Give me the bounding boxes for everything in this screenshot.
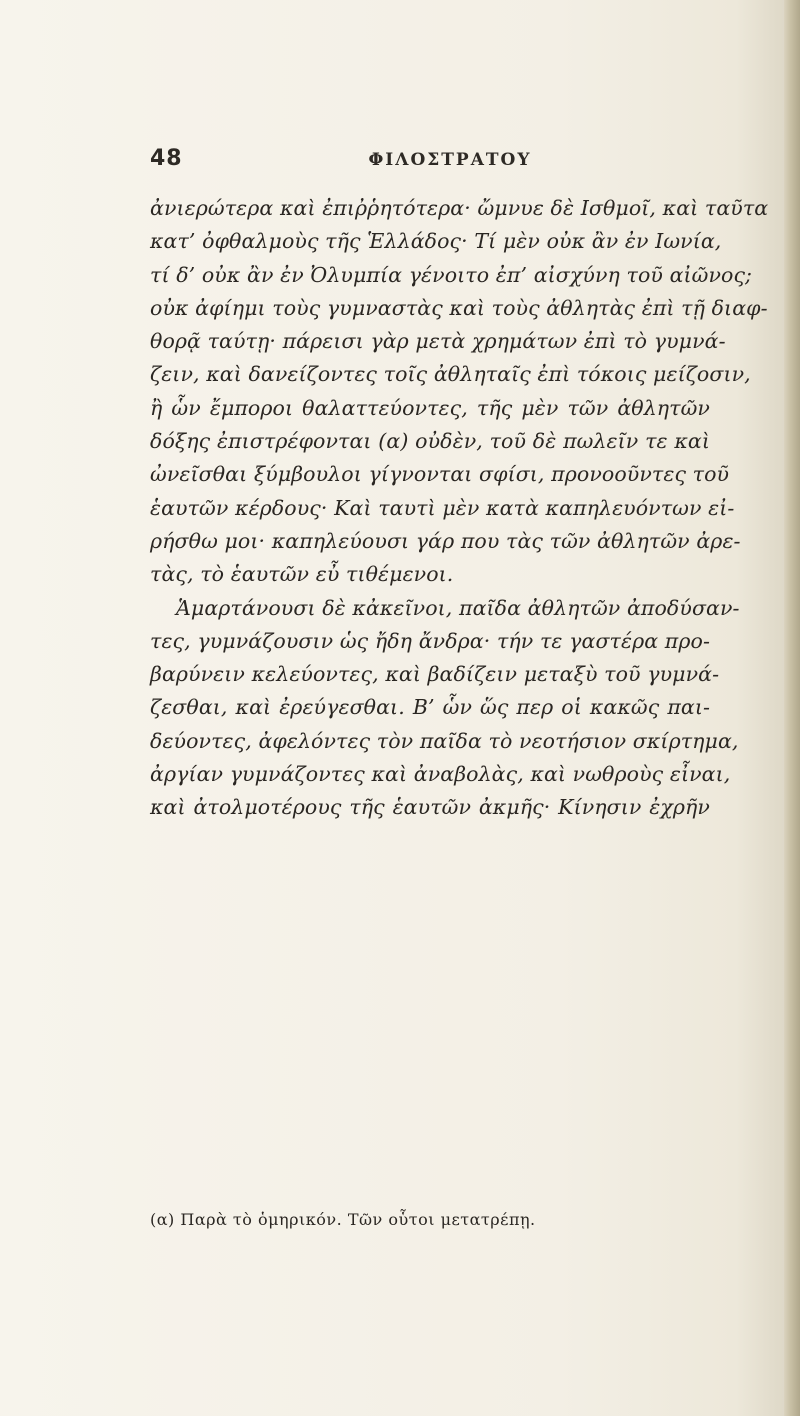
text-line: βαρύνειν κελεύοντες, καὶ βαδίζειν μεταξὺ τοῦ γυμνά-: [150, 662, 720, 687]
text-line: ὠνεῖσθαι ξύμβουλοι γίγνονται σφίσι, προνοοῦντες τοῦ: [150, 462, 730, 487]
text-line: κατ’ ὀφθαλμοὺς τῆς Ἑλλάδος· Τί μὲν οὐκ ἂν ἐν Ιωνία,: [150, 229, 722, 254]
text-line: τες, γυμνάζουσιν ὡς ἤδη ἄνδρα· τήν τε γαστέρα προ-: [150, 628, 710, 653]
text-line: ρήσθω μοι· καπηλεύουσι γάρ που τὰς τῶν ἀθλητῶν ἀρε-: [150, 528, 741, 553]
text-line: ἑαυτῶν κέρδους· Καὶ ταυτὶ μὲν κατὰ καπηλευόντων εἰ-: [150, 495, 735, 520]
text-line: τὰς, τὸ ἑαυτῶν εὖ τιθέμενοι.: [150, 562, 454, 587]
running-title: ΦΙΛΟΣΤΡΑΤΟΥ: [368, 150, 532, 170]
text-line: οὐκ ἀφίημι τοὺς γυμναστὰς καὶ τοὺς ἀθλητὰς ἐπὶ τῇ διαφ-: [150, 295, 768, 320]
page-number: 48: [150, 146, 183, 171]
text-line: δεύοντες, ἀφελόντες τὸν παῖδα τὸ νεοτήσιον σκίρτημα,: [150, 728, 739, 753]
text-line: ἀργίαν γυμνάζοντες καὶ ἀναβολὰς, καὶ νωθροὺς εἶναι,: [150, 762, 731, 787]
text-line: ἀνιερώτερα καὶ ἐπιῤῥητότερα· ὤμνυε δὲ Ισθμοῖ, καὶ ταῦτα: [150, 196, 769, 220]
text-line: δόξης ἐπιστρέφονται (α) οὐδὲν, τοῦ δὲ πωλεῖν τε καὶ: [150, 429, 710, 454]
text-line: θορᾷ ταύτῃ· πάρεισι γὰρ μετὰ χρημάτων ἐπὶ τὸ γυμνά-: [150, 329, 726, 354]
body-text: [150, 192, 769, 825]
page-edge-shadow: [784, 0, 800, 1416]
text-line: ζεσθαι, καὶ ἐρεύγεσθαι. Β’ ὧν ὥς περ οἱ κακῶς παι-: [150, 695, 710, 720]
text-line: Ἁμαρτάνουσι δὲ κἀκεῖνοι, παῖδα ἀθλητῶν ἀποδύσαν-: [176, 595, 740, 620]
footnote: (α) Παρὰ τὸ ὁμηρικόν. Τῶν οὗτοι μετατρέπῃ.: [150, 1210, 536, 1229]
text-line: καὶ ἀτολμοτέρους τῆς ἑαυτῶν ἀκμῆς· Κίνησιν ἐχρῆν: [150, 795, 710, 820]
text-line: τί δ’ οὐκ ἂν ἐν Ὀλυμπία γένοιτο ἐπ’ αἰσχύνη τοῦ αἰῶνος;: [150, 262, 753, 287]
text-line: ἢ ὧν ἔμποροι θαλαττεύοντες, τῆς μὲν τῶν ἀθλητῶν: [150, 395, 710, 420]
page-header: [150, 146, 710, 176]
text-line: ζειν, καὶ δανείζοντες τοῖς ἀθληταῖς ἐπὶ τόκοις μείζοσιν,: [150, 362, 751, 387]
